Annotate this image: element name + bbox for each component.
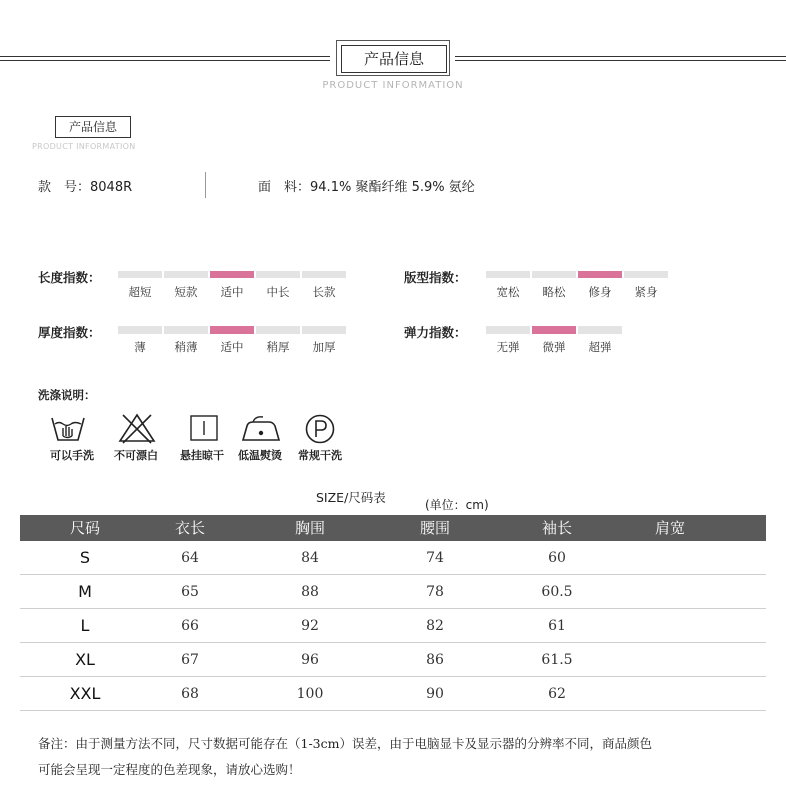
wash-label-hand: 可以手洗 xyxy=(50,449,94,462)
table-cell: 65 xyxy=(181,584,199,600)
table-cell: S xyxy=(79,548,91,567)
size-table-title: SIZE/尺码表 xyxy=(316,490,386,505)
thickness-segment xyxy=(210,326,254,334)
length-option-label: 短款 xyxy=(174,285,198,299)
header-rule-left-bottom xyxy=(0,60,330,61)
fabric xyxy=(258,176,475,195)
table-cell: 74 xyxy=(426,550,444,566)
table-cell xyxy=(625,541,715,575)
row-divider xyxy=(20,710,766,711)
table-cell xyxy=(625,575,715,609)
table-cell: 90 xyxy=(426,686,444,702)
table-row xyxy=(20,575,766,609)
elasticity-segment xyxy=(532,326,576,334)
wash-label-dryclean: 常规干洗 xyxy=(298,449,342,462)
thickness-segment xyxy=(164,326,208,334)
fabric-label: 面 料： xyxy=(258,180,311,195)
table-cell: XL xyxy=(75,650,95,669)
style-value: 8048R xyxy=(90,180,133,195)
header-chest: 胸围 xyxy=(294,519,325,537)
header-waist: 腰围 xyxy=(419,519,450,537)
length-index-label: 长度指数： xyxy=(38,270,101,285)
elasticity-segment xyxy=(578,326,622,334)
length-segment xyxy=(118,271,162,278)
fabric-value: 94.1% 聚酯纤维 5.9% 氨纶 xyxy=(310,180,475,195)
thickness-option-label: 稍薄 xyxy=(174,340,198,354)
table-cell: 96 xyxy=(301,652,319,668)
style-number xyxy=(38,176,132,195)
header-rule-right-bottom xyxy=(455,60,786,61)
wash-label-dry: 悬挂晾干 xyxy=(180,449,224,462)
table-cell: 60.5 xyxy=(541,584,573,600)
table-cell: 61.5 xyxy=(541,652,573,668)
table-cell xyxy=(625,609,715,643)
table-cell: L xyxy=(80,616,90,635)
table-row xyxy=(20,541,766,575)
table-cell: 92 xyxy=(301,618,319,634)
no-bleach-icon xyxy=(117,412,157,444)
page-title: 产品信息 xyxy=(341,45,447,73)
size-table-header xyxy=(20,515,766,541)
hang-dry-icon xyxy=(189,414,219,442)
table-cell: 68 xyxy=(181,686,199,702)
thickness-option-label: 加厚 xyxy=(312,340,336,354)
section-title: 产品信息 xyxy=(55,116,131,138)
table-cell: 100 xyxy=(296,686,324,702)
header-size: 尺码 xyxy=(69,519,100,537)
table-cell: 67 xyxy=(181,652,199,668)
table-cell: 82 xyxy=(426,618,444,634)
table-cell: M xyxy=(78,582,92,601)
header-length: 衣长 xyxy=(174,519,205,537)
fit-option-label: 略松 xyxy=(542,285,566,299)
table-cell: 84 xyxy=(301,550,319,566)
info-divider xyxy=(205,172,206,198)
length-option-label: 中长 xyxy=(266,285,290,299)
fit-index-label: 版型指数： xyxy=(404,270,467,285)
length-segment xyxy=(164,271,208,278)
header-shoulder: 肩宽 xyxy=(654,519,685,537)
style-label: 款 号： xyxy=(38,180,91,195)
note-line-1: 备注：由于测量方法不同，尺寸数据可能存在（1-3cm）误差，由于电脑显卡及显示器的分辨率不同，商品颜色 xyxy=(38,736,652,751)
fit-option-label: 宽松 xyxy=(496,285,520,299)
table-cell: 60 xyxy=(548,550,566,566)
table-cell: 62 xyxy=(548,686,566,702)
length-segment xyxy=(210,271,254,278)
note-line-2: 可能会呈现一定程度的色差现象，请放心选购！ xyxy=(38,762,301,777)
fit-segment xyxy=(532,271,576,278)
thickness-segment xyxy=(302,326,346,334)
table-row xyxy=(20,643,766,677)
table-row xyxy=(20,609,766,643)
table-cell xyxy=(625,677,715,711)
table-cell: 86 xyxy=(426,652,444,668)
thickness-option-label: 稍厚 xyxy=(266,340,290,354)
fit-segment xyxy=(486,271,530,278)
section-subtitle: PRODUCT INFORMATION xyxy=(32,142,136,151)
table-cell: 78 xyxy=(426,584,444,600)
table-cell: 61 xyxy=(548,618,566,634)
thickness-index-label: 厚度指数： xyxy=(38,325,101,340)
thickness-segment xyxy=(256,326,300,334)
table-cell: 88 xyxy=(301,584,319,600)
length-segment xyxy=(302,271,346,278)
thickness-option-label: 薄 xyxy=(134,340,146,354)
fit-option-label: 修身 xyxy=(588,285,612,299)
header-rule-left-top xyxy=(0,56,330,57)
wash-label-bleach: 不可漂白 xyxy=(114,449,158,462)
length-option-label: 超短 xyxy=(128,285,152,299)
low-iron-icon xyxy=(239,414,281,444)
length-option-label: 适中 xyxy=(220,285,244,299)
elasticity-segment xyxy=(486,326,530,334)
length-segment xyxy=(256,271,300,278)
thickness-segment xyxy=(118,326,162,334)
hand-wash-icon xyxy=(50,412,86,444)
header-sleeve: 袖长 xyxy=(541,519,572,537)
table-cell xyxy=(625,643,715,677)
size-table-unit: (单位：cm) xyxy=(425,498,489,512)
elasticity-index-label: 弹力指数： xyxy=(404,325,467,340)
dry-clean-icon xyxy=(304,413,336,445)
fit-segment xyxy=(624,271,668,278)
header-rule-right-top xyxy=(455,56,786,57)
table-row xyxy=(20,677,766,711)
elasticity-option-label: 微弹 xyxy=(542,340,566,354)
fit-segment xyxy=(578,271,622,278)
table-cell: XXL xyxy=(69,684,101,703)
wash-label-iron: 低温熨烫 xyxy=(238,449,282,462)
table-cell: 64 xyxy=(181,550,199,566)
thickness-option-label: 适中 xyxy=(220,340,244,354)
fit-option-label: 紧身 xyxy=(634,285,658,299)
elasticity-option-label: 无弹 xyxy=(496,340,520,354)
length-option-label: 长款 xyxy=(312,285,336,299)
page-subtitle: PRODUCT INFORMATION xyxy=(322,80,464,91)
table-cell: 66 xyxy=(181,618,199,634)
wash-title: 洗涤说明： xyxy=(38,388,96,402)
elasticity-option-label: 超弹 xyxy=(588,340,612,354)
